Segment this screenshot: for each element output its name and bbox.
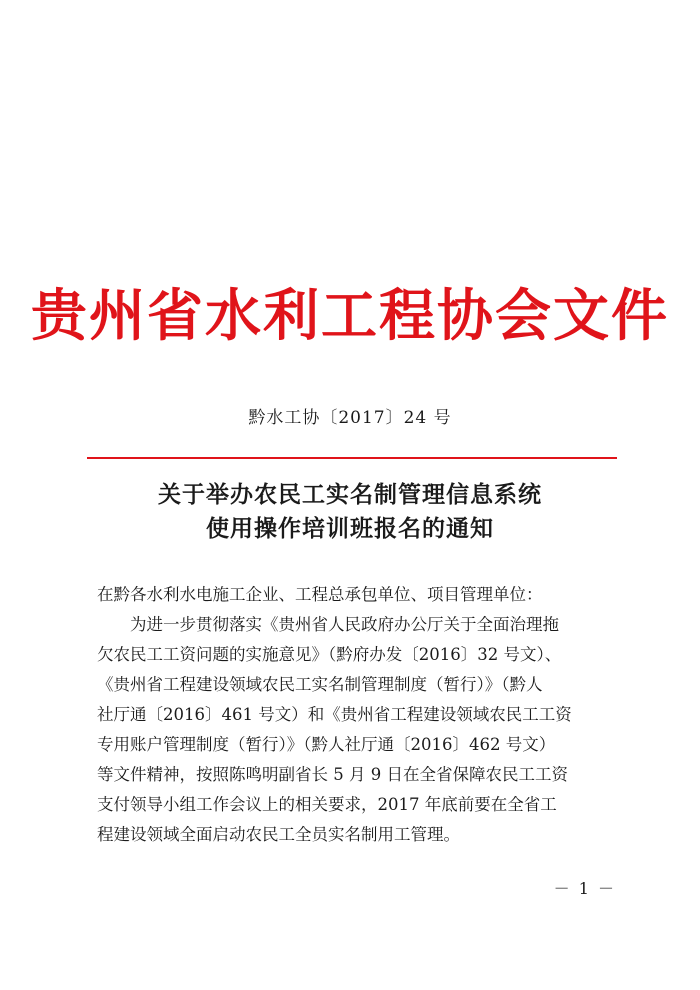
notice-title-line-1: 关于举办农民工实名制管理信息系统	[158, 482, 542, 508]
salutation: 在黔各水利水电施工企业、工程总承包单位、项目管理单位：	[97, 585, 543, 604]
notice-title-line-2: 使用操作培训班报名的通知	[206, 516, 494, 542]
body-line: 等文件精神，按照陈鸣明副省长 5 月 9 日在全省保障农民工工资	[97, 765, 568, 784]
body-line: 《贵州省工程建设领域农民工实名制管理制度（暂行）》（黔人	[97, 675, 543, 694]
document-number: 黔水工协〔2017〕24 号	[248, 408, 452, 428]
body-line: 社厅通〔2016〕461 号文）和《贵州省工程建设领域农民工工资	[97, 705, 572, 724]
page-number: － 1 －	[553, 879, 616, 898]
body-line: 支付领导小组工作会议上的相关要求，2017 年底前要在全省工	[97, 795, 557, 814]
body-line: 程建设领域全面启动农民工全员实名制用工管理。	[97, 825, 460, 844]
notice-title	[0, 478, 700, 546]
body-line: 欠农民工工资问题的实施意见》（黔府办发〔2016〕32 号文）、	[97, 645, 562, 664]
body-line: 为进一步贯彻落实《贵州省人民政府办公厅关于全面治理拖	[130, 615, 559, 634]
body-line: 专用账户管理制度（暂行）》（黔人社厅通〔2016〕462 号文）	[97, 735, 556, 754]
red-divider-line	[87, 457, 617, 459]
masthead-title: 贵州省水利工程协会文件	[31, 284, 669, 349]
notice-body	[97, 580, 617, 850]
